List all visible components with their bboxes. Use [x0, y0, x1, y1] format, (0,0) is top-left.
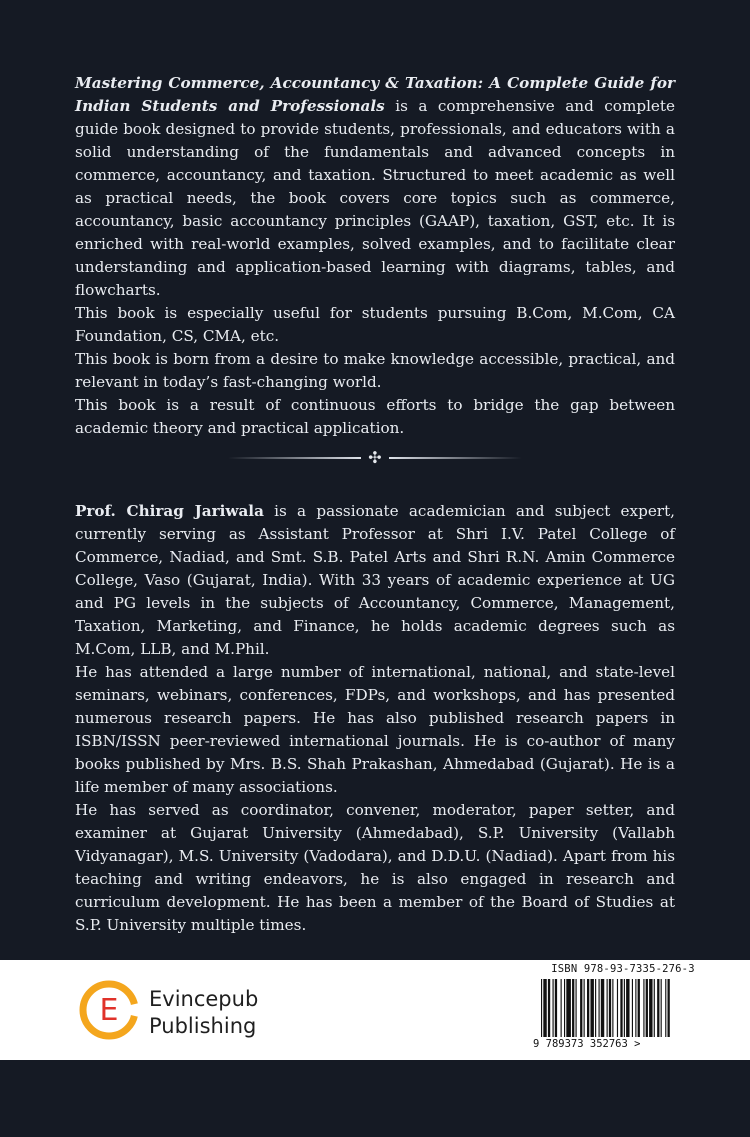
isbn-barcode	[533, 963, 713, 1055]
publisher-logo	[77, 978, 267, 1042]
publisher-strip	[0, 960, 750, 1060]
divider-line-left	[228, 457, 361, 459]
description-paragraph-4: This book is a result of continuous efforts to bridge the gap between academic theory and practical application.	[75, 396, 675, 437]
author-bio	[75, 500, 675, 937]
bio-paragraph-1	[75, 500, 675, 661]
description-paragraph-3: This book is born from a desire to make knowledge accessible, practical, and relevant in today’s fast-changing world.	[75, 350, 675, 391]
bio-text: is a passionate academician and subject expert, currently serving as Assistant Professor at Shri I.V. Patel College of Commerce, Nadiad, and Smt. S.B. Patel Arts and Shri R.N. Amin Commerce College, Vaso (Gujarat, India). With 33 years of academic experience at UG and PG levels in the subjects of Accountancy, Commerce, Management, Taxation, Marketing, and Finance, he holds academic degrees such as M.Com, LLB, and M.Phil.	[75, 502, 675, 658]
publisher-name-line2: Publishing	[149, 1014, 257, 1038]
section-divider	[228, 448, 522, 468]
description-paragraph-2: This book is especially useful for students pursuing B.Com, M.Com, CA Foundation, CS, CMA, etc.	[75, 304, 675, 345]
isbn-label: ISBN 978-93-7335-276-3	[551, 963, 695, 975]
bio-paragraph-3: He has served as coordinator, convener, moderator, paper setter, and examiner at Gujarat University (Ahmedabad), S.P. University (Vallabh Vidyanagar), M.S. University (Vadodara), and D.D.U. (Nadiad). Apart from his teaching and writing endeavors, he is also engaged in research and curriculum development. He has been a member of the Board of Studies at S.P. University multiple times.	[75, 801, 675, 934]
description-paragraph-1	[75, 72, 675, 302]
logo-mark-icon	[77, 978, 141, 1042]
publisher-name-line1: Evincepub	[149, 987, 259, 1011]
divider-line-right	[389, 457, 522, 459]
logo-letter: E	[99, 993, 119, 1028]
ornament-icon: ✣	[368, 448, 382, 467]
barcode-digits: 9 789373 352763 >	[533, 1038, 641, 1050]
book-description	[75, 72, 675, 440]
book-title: Mastering Commerce, Accountancy & Taxation: A Complete Guide for Indian Students and Professionals	[75, 74, 675, 115]
bio-paragraph-2: He has attended a large number of international, national, and state-level seminars, webinars, conferences, FDPs, and workshops, and has presented numerous research papers. He has also published research papers in ISBN/ISSN peer-reviewed international journals. He is co-author of many books published by Mrs. B.S. Shah Prakashan, Ahmedabad (Gujarat). He is a life member of many associations.	[75, 663, 675, 796]
author-name: Prof. Chirag Jariwala	[75, 502, 264, 520]
barcode-icon	[541, 979, 705, 1037]
description-text: is a comprehensive and complete guide book designed to provide students, professionals, and educators with a solid understanding of the fundamentals and advanced concepts in commerce, accountancy, and taxation. Structured to meet academic as well as practical needs, the book covers core topics such as commerce, accountancy, basic accountancy principles (GAAP), taxation, GST, etc. It is enriched with real-world examples, solved examples, and to facilitate clear understanding and application-based learning with diagrams, tables, and flowcharts.	[75, 97, 676, 299]
